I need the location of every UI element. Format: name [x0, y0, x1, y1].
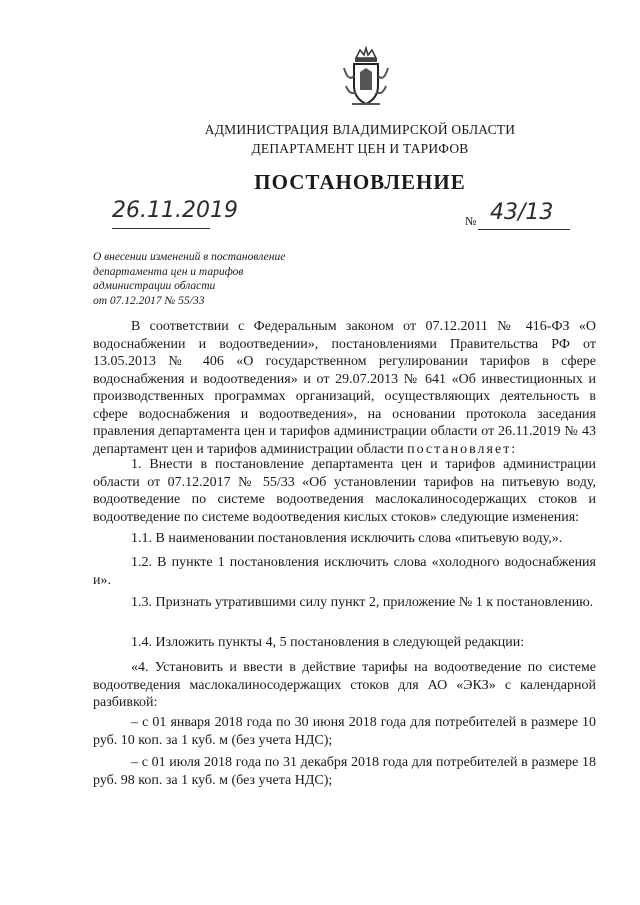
item-1-1-text: 1.1. В наименовании постановления исключить слова «питьевую воду,». [131, 531, 563, 546]
item-1-1-paragraph [93, 530, 596, 548]
date-underline [112, 228, 210, 229]
item-1-4-paragraph [93, 634, 596, 652]
tariff-period-1-text: – с 01 января 2018 года по 30 июня 2018 года для потребителей в размере 10 руб. 10 коп. за 1 куб. м (без учета НДС); [93, 715, 596, 748]
item-4-text: «4. Установить и ввести в действие тарифы на водоотведение по системе водоотведения маслокалиносодержащих стоков для АО «ЭКЗ» с календарной разбивкой: [93, 660, 596, 710]
item-1-3-paragraph [93, 594, 596, 612]
preamble-text: В соответствии с Федеральным законом от 07.12.2011 № 416-ФЗ «О водоснабжении и водоотведении», постановлениями Правительства РФ от 13.05.2013 № 406 «О государственном регулировании тарифов в сфере водоснабжения и водоотведения» и от 29.07.2013 № 641 «Об инвестиционных и производственных программах организаций, осуществляющих деятельность в сфере водоснабжения и водоотведения», на основании протокола заседания правления департамента цен и тарифов администрации области от 26.11.2019 № 43 департамент цен и тарифов администрации области [93, 319, 596, 457]
document-number: 43/13 [490, 200, 554, 225]
document-subject [93, 250, 323, 308]
tariff-period-1 [93, 714, 596, 749]
preamble-paragraph [93, 318, 596, 458]
department-name: ДЕПАРТАМЕНТ ЦЕН И ТАРИФОВ [251, 141, 469, 156]
item-4-paragraph [93, 659, 596, 712]
organization-name: АДМИНИСТРАЦИЯ ВЛАДИМИРСКОЙ ОБЛАСТИ [204, 122, 516, 137]
item-1-text: 1. Внести в постановление департамента цен и тарифов администрации области от 07.12.2017 № 55/33 «Об установлении тарифов на питьевую воду, водоотведение по системе водоотведения маслокалиносодержащих стоков и водоотведение по системе водоотведения кислых стоков» следующие изменения: [93, 457, 596, 525]
item-1-3-text: 1.3. Признать утратившими силу пункт 2, приложение № 1 к постановлению. [131, 595, 594, 610]
number-underline [478, 229, 570, 230]
subject-line: администрации области [93, 280, 216, 292]
subject-line: от 07.12.2017 № 55/33 [93, 294, 205, 307]
coat-of-arms-emblem [342, 46, 390, 110]
number-label: № [465, 214, 477, 228]
tariff-period-2 [93, 754, 596, 789]
item-1-4-text: 1.4. Изложить пункты 4, 5 постановления в следующей редакции: [131, 635, 525, 650]
item-1-2-paragraph [93, 554, 596, 589]
decree-word: постановляет: [407, 441, 518, 457]
document-title: ПОСТАНОВЛЕНИЕ [254, 170, 466, 194]
subject-line: О внесении изменений в постановление [93, 251, 286, 263]
item-1-paragraph [93, 456, 596, 526]
item-1-2-text: 1.2. В пункте 1 постановления исключить слова «холодного водоснабжения и». [93, 555, 596, 588]
document-date: 26.11.2019 [112, 198, 238, 223]
subject-line: департамента цен и тарифов [93, 265, 244, 278]
tariff-period-2-text: – с 01 июля 2018 года по 31 декабря 2018 года для потребителей в размере 18 руб. 98 коп. за 1 куб. м (без учета НДС); [93, 755, 596, 788]
